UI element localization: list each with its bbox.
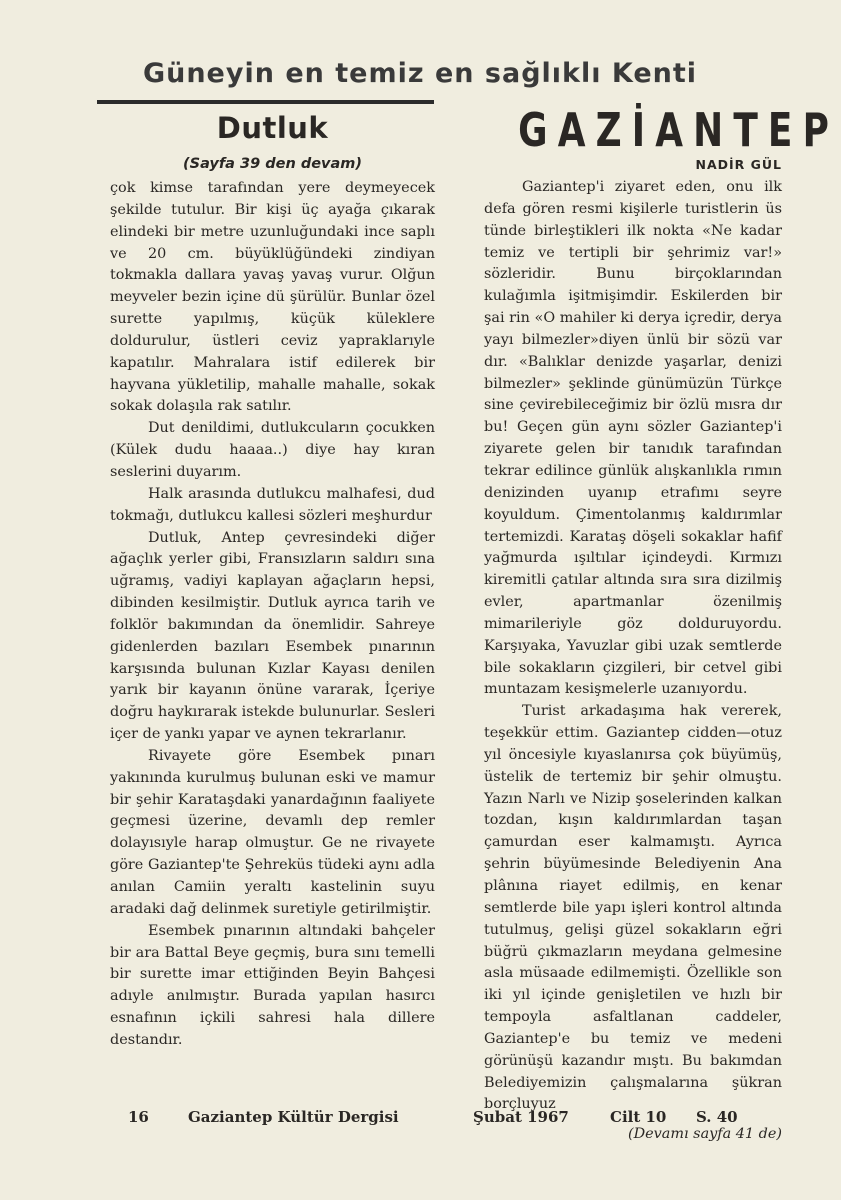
left-article: [110, 104, 435, 1052]
right-paragraph-2: Turist arkadaşıma hak vererek, teşekkür ettim. Gaziantep cidden—otuz yıl öncesiyle kıyaslanırsa çok büyümüş, üstelik de tertemiz bir şehir olmuştu. Yazın Narlı ve Nizip şoselerinden kalkan tozdan, kışın kaldırımlardan taşan çamurdan eser kalmamıştı. Ayrıca şehrin büyümesinde Belediyenin Ana plânına riayet edilmiş, en kenar semtlerde bile yapı işleri kontrol altında tutulmuş, gelişi güzel sokakların eğri büğrü çıkmazların meydana gelmesine asla müsaade edilmemişti. Özellikle son iki yıl içinde genişletilen ve hızlı bir tempoyla asfaltlanan caddeler, Gaziantep'e bu temiz ve medeni görünüşü kazandır mıştı. Bu bakımdan Belediyemizin çalışmalarına şükran borçluyuz: [484, 703, 782, 1113]
left-paragraph-3: Halk arasında dutlukcu malhafesi, dud tokmağı, dutlukcu kallesi sözleri meşhurdur: [110, 485, 435, 524]
page-header-title: Güneyin en temiz en sağlıklı Kenti: [142, 58, 698, 89]
left-paragraph-2: Dut denildimi, dutlukcuların çocukken (Külek dudu haaaa..) diye hay kıran seslerini duyarım.: [110, 420, 435, 480]
page-footer: [0, 1108, 841, 1138]
page-number: 16: [128, 1108, 149, 1126]
left-article-title: Dutluk: [216, 111, 329, 145]
right-paragraph-1: Gaziantep'i ziyaret eden, onu ilk defa gören resmi kişilerle turistlerin üs tünde birleştikleri ilk nokta «Ne kadar temiz ve tertipli bir şehrimiz var!» sözleridir. Bunu birçoklarından kulağımla işitmişimdir. Eskilerden bir şai rin «O mahiler ki derya içredir, derya yayı bilmezler»diyen ünlü bir sözü var dır. «Balıklar denizde yaşarlar, denizi bilmezler» şeklinde günümüzün Türkçe sine çevirebileceğimiz bir özlü mısra dır bu! Geçen gün aynı sözler Gaziantep'i ziyarete gelen bir tanıdık tarafından tekrar edilince günlük alışkanlıkla rımın denizinden uyanıp etrafımı seyre koyuldum. Çimentolanmış kaldırımlar tertemizdi. Karataş döşeli sokaklar hafif yağmurda ışıltılar içindeydi. Kırmızı kiremitli çatılar altında sıra sıra dizilmiş evler, apartmanlar özenilmiş mimarileriyle göz dolduruyordu. Karşıyaka, Yavuzlar gibi uzak semtlerde bile sokakların çizgileri, bir cetvel gibi muntazam kesişmelerle uzanıyordu.: [484, 179, 782, 698]
volume-number: Cilt 10: [610, 1108, 667, 1126]
right-article: [484, 103, 840, 1146]
left-paragraph-6: Esembek pınarının altındaki bahçeler bir ara Battal Beye geçmiş, bura sını temelli bir surette imar ettiğinden Beyin Bahçesi adıyle anılmıştır. Burada yapılan hasırcı esnafının içkili sahresi hala dillere destandır.: [110, 922, 435, 1048]
right-article-title: GAZİANTEP: [518, 103, 840, 157]
left-paragraph-1: çok kimse tarafından yere deymeyecek şekilde tutulur. Bir kişi üç ayağa çıkarak elindeki bir metre uzunluğundaki ince saplı ve 20 cm. büyüklüğündeki zindiyan tokmakla dallara yavaş yavaş vurur. Olğun meyveler bezin içine dü şürülür. Bunlar özel surette yapılmış, küçük küleklere doldurulur, üstleri ceviz yapraklarıyle kapatılır. Mahralara istif edilerek bir hayvana yükletilip, mahalle mahalle, sokak sokak dolaşıla rak satılır.: [110, 180, 435, 415]
magazine-name: Gaziantep Kültür Dergisi: [188, 1108, 399, 1126]
author-name: NADİR GÜL: [695, 157, 782, 172]
left-paragraph-5: Rivayete göre Esembek pınarı yakınında kurulmuş bulunan eski ve mamur bir şehir Karataşdaki yanardağının faaliyete geçmesi üzerine, devamlı dep remler dolayısıyle harap olmuştur. Ge ne rivayete göre Gaziantep'te Şehreküs tüdeki aynı adla anılan Camiin yeraltı kastelinin suyu aradaki dağ delinmek suretiyle getirilmiştir.: [110, 747, 435, 917]
left-article-subtitle: (Sayfa 39 den devam): [183, 156, 362, 172]
issue-date: Şubat 1967: [473, 1108, 569, 1126]
issue-number: S. 40: [696, 1108, 738, 1126]
left-paragraph-4: Dutluk, Antep çevresindeki diğer ağaçlık yerler gibi, Fransızların saldırı sına uğramış, vadiyi kaplayan ağaçların hepsi, dibinden kesilmiştir. Dutluk ayrıca tarih ve folklör bakımından da önemlidir. Sahreye gidenlerden bazıları Esembek pınarının karşısında bulunan Kızlar Kayası denilen yarık bir kayanın önüne vararak, İçeriye doğru haykırarak istekde bulunurlar. Sesleri içer de yankı yapar ve aynen tekrarlanır.: [110, 529, 435, 743]
continued-note: (Devamı sayfa 41 de): [627, 1126, 782, 1143]
